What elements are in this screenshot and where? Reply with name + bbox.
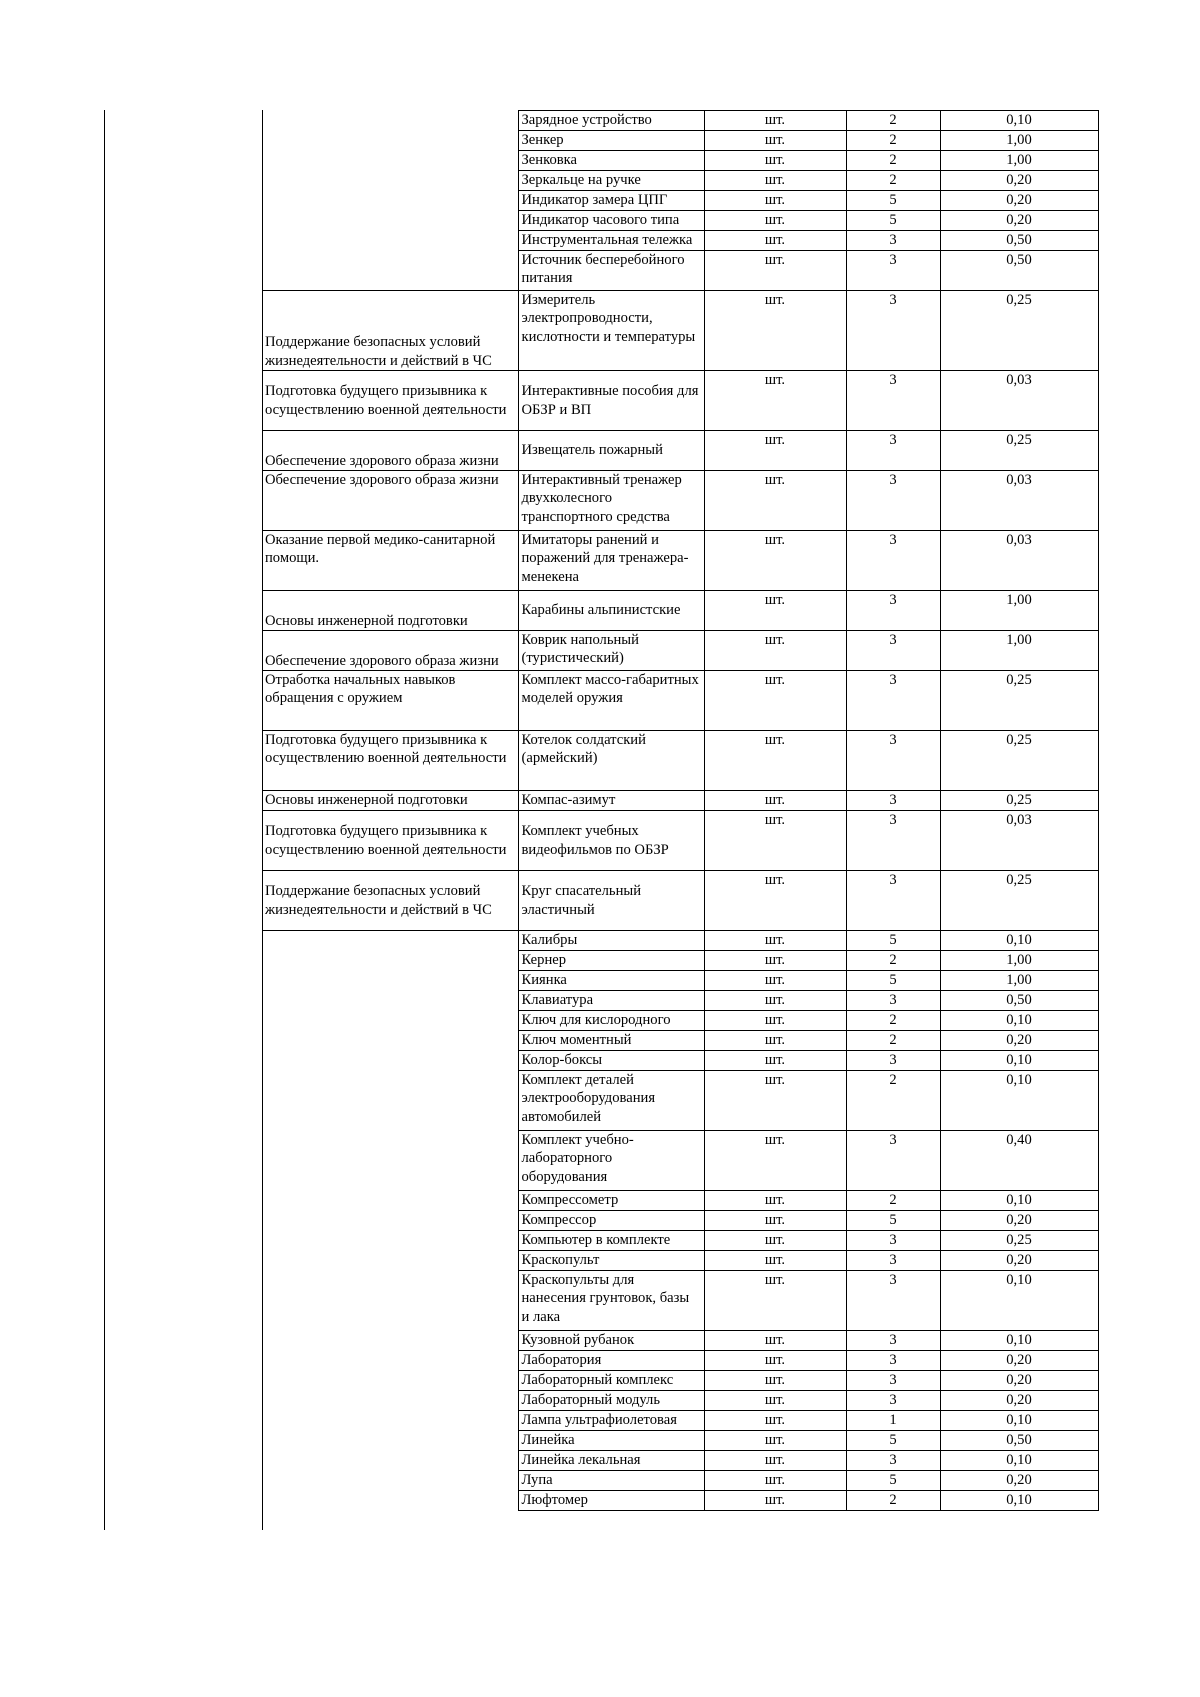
unit-cell: шт. <box>704 671 846 731</box>
section-cell <box>262 1251 518 1271</box>
section-cell <box>262 1451 518 1471</box>
table-row <box>262 111 1098 131</box>
section-cell <box>262 151 518 171</box>
unit-cell: шт. <box>704 291 846 371</box>
section-cell <box>262 1271 518 1331</box>
section-cell <box>262 1211 518 1231</box>
quantity-cell: 3 <box>846 1451 940 1471</box>
quantity-cell: 3 <box>846 1051 940 1071</box>
item-name-cell: Комплект деталей электрооборудования автомобилей <box>518 1071 704 1131</box>
section-cell <box>262 1491 518 1511</box>
item-name-cell: Лабораторный модуль <box>518 1391 704 1411</box>
quantity-cell: 5 <box>846 1431 940 1451</box>
unit-cell: шт. <box>704 1371 846 1391</box>
section-cell <box>262 251 518 291</box>
item-name-cell: Зенкер <box>518 131 704 151</box>
table-row <box>262 471 1098 531</box>
quantity-cell: 1 <box>846 1411 940 1431</box>
section-cell: Обеспечение здорового образа жизни <box>262 631 518 671</box>
item-name-cell: Киянка <box>518 971 704 991</box>
quantity-cell: 3 <box>846 811 940 871</box>
item-name-cell: Калибры <box>518 931 704 951</box>
quantity-cell: 3 <box>846 1251 940 1271</box>
item-name-cell: Инструментальная тележка <box>518 231 704 251</box>
unit-cell: шт. <box>704 791 846 811</box>
table-row <box>262 231 1098 251</box>
coefficient-cell: 0,10 <box>940 1051 1098 1071</box>
table-row <box>262 951 1098 971</box>
quantity-cell: 3 <box>846 231 940 251</box>
equipment-table <box>262 110 1099 1511</box>
item-name-cell: Компрессор <box>518 1211 704 1231</box>
quantity-cell: 3 <box>846 791 940 811</box>
quantity-cell: 3 <box>846 371 940 431</box>
section-cell <box>262 951 518 971</box>
quantity-cell: 3 <box>846 1351 940 1371</box>
unit-cell: шт. <box>704 1031 846 1051</box>
section-cell <box>262 1331 518 1351</box>
table-row <box>262 211 1098 231</box>
coefficient-cell: 0,50 <box>940 231 1098 251</box>
table-row <box>262 1231 1098 1251</box>
section-cell: Поддержание безопасных условий жизнедеятельности и действий в ЧС <box>262 291 518 371</box>
coefficient-cell: 0,25 <box>940 291 1098 371</box>
coefficient-cell: 0,10 <box>940 1191 1098 1211</box>
item-name-cell: Измеритель электропроводности, кислотности и температуры <box>518 291 704 371</box>
unit-cell: шт. <box>704 931 846 951</box>
coefficient-cell: 0,20 <box>940 1371 1098 1391</box>
quantity-cell: 5 <box>846 931 940 951</box>
coefficient-cell: 0,20 <box>940 1471 1098 1491</box>
coefficient-cell: 0,20 <box>940 1391 1098 1411</box>
unit-cell: шт. <box>704 151 846 171</box>
item-name-cell: Интерактивные пособия для ОБЗР и ВП <box>518 371 704 431</box>
coefficient-cell: 0,20 <box>940 1211 1098 1231</box>
coefficient-cell: 0,25 <box>940 791 1098 811</box>
coefficient-cell: 0,50 <box>940 1431 1098 1451</box>
table-row <box>262 791 1098 811</box>
quantity-cell: 5 <box>846 211 940 231</box>
quantity-cell: 5 <box>846 1471 940 1491</box>
quantity-cell: 3 <box>846 871 940 931</box>
quantity-cell: 2 <box>846 1491 940 1511</box>
table-row <box>262 631 1098 671</box>
unit-cell: шт. <box>704 171 846 191</box>
item-name-cell: Источник бесперебойного питания <box>518 251 704 291</box>
coefficient-cell: 0,10 <box>940 1331 1098 1351</box>
unit-cell: шт. <box>704 591 846 631</box>
coefficient-cell: 0,20 <box>940 171 1098 191</box>
coefficient-cell: 0,10 <box>940 931 1098 951</box>
item-name-cell: Круг спасательный эластичный <box>518 871 704 931</box>
section-cell <box>262 1391 518 1411</box>
coefficient-cell: 1,00 <box>940 951 1098 971</box>
coefficient-cell: 0,03 <box>940 531 1098 591</box>
unit-cell: шт. <box>704 971 846 991</box>
quantity-cell: 2 <box>846 1031 940 1051</box>
section-cell: Оказание первой медико-санитарной помощи. <box>262 531 518 591</box>
quantity-cell: 2 <box>846 111 940 131</box>
quantity-cell: 3 <box>846 471 940 531</box>
coefficient-cell: 0,10 <box>940 1411 1098 1431</box>
table-row <box>262 431 1098 471</box>
section-cell: Обеспечение здорового образа жизни <box>262 431 518 471</box>
item-name-cell: Компьютер в комплекте <box>518 1231 704 1251</box>
table-row <box>262 1191 1098 1211</box>
coefficient-cell: 0,20 <box>940 1251 1098 1271</box>
section-cell <box>262 1011 518 1031</box>
unit-cell: шт. <box>704 1431 846 1451</box>
section-cell <box>262 991 518 1011</box>
coefficient-cell: 1,00 <box>940 631 1098 671</box>
table-row <box>262 1031 1098 1051</box>
section-cell <box>262 1131 518 1191</box>
item-name-cell: Зенковка <box>518 151 704 171</box>
table-row <box>262 131 1098 151</box>
item-name-cell: Комплект массо-габаритных моделей оружия <box>518 671 704 731</box>
item-name-cell: Индикатор замера ЦПГ <box>518 191 704 211</box>
item-name-cell: Клавиатура <box>518 991 704 1011</box>
coefficient-cell: 0,20 <box>940 1351 1098 1371</box>
quantity-cell: 3 <box>846 631 940 671</box>
section-cell <box>262 1431 518 1451</box>
table-row <box>262 971 1098 991</box>
section-cell <box>262 1351 518 1371</box>
item-name-cell: Ключ моментный <box>518 1031 704 1051</box>
table-row <box>262 1411 1098 1431</box>
equipment-table-body <box>262 111 1098 1511</box>
table-row <box>262 1451 1098 1471</box>
quantity-cell: 5 <box>846 191 940 211</box>
coefficient-cell: 0,25 <box>940 671 1098 731</box>
quantity-cell: 3 <box>846 251 940 291</box>
coefficient-cell: 0,25 <box>940 871 1098 931</box>
table-row <box>262 1271 1098 1331</box>
section-cell <box>262 931 518 951</box>
table-row <box>262 291 1098 371</box>
table-row <box>262 371 1098 431</box>
quantity-cell: 3 <box>846 671 940 731</box>
unit-cell: шт. <box>704 531 846 591</box>
unit-cell: шт. <box>704 871 846 931</box>
left-border-line <box>104 110 105 1530</box>
quantity-cell: 3 <box>846 1391 940 1411</box>
unit-cell: шт. <box>704 1271 846 1331</box>
section-cell <box>262 1371 518 1391</box>
quantity-cell: 3 <box>846 1131 940 1191</box>
coefficient-cell: 0,10 <box>940 1451 1098 1471</box>
quantity-cell: 3 <box>846 531 940 591</box>
table-row <box>262 251 1098 291</box>
item-name-cell: Краскопульты для нанесения грунтовок, базы и лака <box>518 1271 704 1331</box>
section-cell <box>262 111 518 131</box>
quantity-cell: 3 <box>846 991 940 1011</box>
item-name-cell: Коврик напольный (туристический) <box>518 631 704 671</box>
item-name-cell: Лаборатория <box>518 1351 704 1371</box>
section-cell <box>262 1051 518 1071</box>
section-cell: Поддержание безопасных условий жизнедеятельности и действий в ЧС <box>262 871 518 931</box>
item-name-cell: Зеркальце на ручке <box>518 171 704 191</box>
quantity-cell: 2 <box>846 951 940 971</box>
unit-cell: шт. <box>704 731 846 791</box>
unit-cell: шт. <box>704 1351 846 1371</box>
coefficient-cell: 0,50 <box>940 991 1098 1011</box>
coefficient-cell: 0,10 <box>940 1071 1098 1131</box>
table-row <box>262 1371 1098 1391</box>
table-row <box>262 1431 1098 1451</box>
quantity-cell: 3 <box>846 291 940 371</box>
unit-cell: шт. <box>704 231 846 251</box>
unit-cell: шт. <box>704 1011 846 1031</box>
coefficient-cell: 1,00 <box>940 591 1098 631</box>
item-name-cell: Кузовной рубанок <box>518 1331 704 1351</box>
item-name-cell: Котелок солдатский (армейский) <box>518 731 704 791</box>
unit-cell: шт. <box>704 1251 846 1271</box>
table-row <box>262 191 1098 211</box>
item-name-cell: Ключ для кислородного <box>518 1011 704 1031</box>
coefficient-cell: 0,20 <box>940 1031 1098 1051</box>
table-row <box>262 1391 1098 1411</box>
unit-cell: шт. <box>704 1491 846 1511</box>
section-cell: Отработка начальных навыков обращения с оружием <box>262 671 518 731</box>
unit-cell: шт. <box>704 811 846 871</box>
item-name-cell: Имитаторы ранений и поражений для тренажера-менекена <box>518 531 704 591</box>
coefficient-cell: 0,10 <box>940 1491 1098 1511</box>
quantity-cell: 3 <box>846 1371 940 1391</box>
item-name-cell: Карабины альпинистские <box>518 591 704 631</box>
item-name-cell: Зарядное устройство <box>518 111 704 131</box>
coefficient-cell: 1,00 <box>940 151 1098 171</box>
section-cell: Основы инженерной подготовки <box>262 591 518 631</box>
section-cell <box>262 131 518 151</box>
coefficient-cell: 0,50 <box>940 251 1098 291</box>
table-row <box>262 1011 1098 1031</box>
table-row <box>262 811 1098 871</box>
coefficient-cell: 1,00 <box>940 131 1098 151</box>
section-cell <box>262 231 518 251</box>
section-cell: Основы инженерной подготовки <box>262 791 518 811</box>
item-name-cell: Люфтомер <box>518 1491 704 1511</box>
table-row <box>262 1331 1098 1351</box>
coefficient-cell: 0,10 <box>940 1271 1098 1331</box>
coefficient-cell: 0,03 <box>940 471 1098 531</box>
unit-cell: шт. <box>704 631 846 671</box>
item-name-cell: Компрессометр <box>518 1191 704 1211</box>
table-row <box>262 671 1098 731</box>
unit-cell: шт. <box>704 1411 846 1431</box>
item-name-cell: Индикатор часового типа <box>518 211 704 231</box>
coefficient-cell: 0,03 <box>940 371 1098 431</box>
section-cell: Подготовка будущего призывника к осуществлению военной деятельности <box>262 811 518 871</box>
quantity-cell: 3 <box>846 1271 940 1331</box>
table-row <box>262 1491 1098 1511</box>
unit-cell: шт. <box>704 1391 846 1411</box>
section-cell: Подготовка будущего призывника к осуществлению военной деятельности <box>262 731 518 791</box>
coefficient-cell: 0,20 <box>940 211 1098 231</box>
section-cell <box>262 971 518 991</box>
unit-cell: шт. <box>704 191 846 211</box>
table-row <box>262 1211 1098 1231</box>
quantity-cell: 2 <box>846 1011 940 1031</box>
quantity-cell: 5 <box>846 1211 940 1231</box>
quantity-cell: 2 <box>846 171 940 191</box>
item-name-cell: Краскопульт <box>518 1251 704 1271</box>
item-name-cell: Лабораторный комплекс <box>518 1371 704 1391</box>
table-row <box>262 1251 1098 1271</box>
quantity-cell: 2 <box>846 151 940 171</box>
item-name-cell: Комплект учебно-лабораторного оборудования <box>518 1131 704 1191</box>
section-cell <box>262 1031 518 1051</box>
section-cell: Подготовка будущего призывника к осуществлению военной деятельности <box>262 371 518 431</box>
table-row <box>262 731 1098 791</box>
quantity-cell: 3 <box>846 591 940 631</box>
unit-cell: шт. <box>704 1451 846 1471</box>
unit-cell: шт. <box>704 111 846 131</box>
table-row <box>262 1131 1098 1191</box>
unit-cell: шт. <box>704 131 846 151</box>
section-cell <box>262 191 518 211</box>
coefficient-cell: 0,10 <box>940 111 1098 131</box>
unit-cell: шт. <box>704 1191 846 1211</box>
item-name-cell: Интерактивный тренажер двухколесного транспортного средства <box>518 471 704 531</box>
unit-cell: шт. <box>704 251 846 291</box>
section-cell <box>262 1071 518 1131</box>
item-name-cell: Лупа <box>518 1471 704 1491</box>
coefficient-cell: 0,20 <box>940 191 1098 211</box>
item-name-cell: Извещатель пожарный <box>518 431 704 471</box>
section-cell <box>262 1191 518 1211</box>
coefficient-cell: 0,25 <box>940 731 1098 791</box>
table-row <box>262 991 1098 1011</box>
quantity-cell: 2 <box>846 131 940 151</box>
section-cell <box>262 171 518 191</box>
unit-cell: шт. <box>704 1471 846 1491</box>
unit-cell: шт. <box>704 211 846 231</box>
table-row <box>262 871 1098 931</box>
item-name-cell: Лампа ультрафиолетовая <box>518 1411 704 1431</box>
section-cell <box>262 211 518 231</box>
table-row <box>262 931 1098 951</box>
table-row <box>262 1471 1098 1491</box>
item-name-cell: Кернер <box>518 951 704 971</box>
coefficient-cell: 0,25 <box>940 431 1098 471</box>
coefficient-cell: 0,40 <box>940 1131 1098 1191</box>
quantity-cell: 3 <box>846 1231 940 1251</box>
item-name-cell: Компас-азимут <box>518 791 704 811</box>
quantity-cell: 3 <box>846 431 940 471</box>
quantity-cell: 3 <box>846 1331 940 1351</box>
unit-cell: шт. <box>704 431 846 471</box>
item-name-cell: Линейка <box>518 1431 704 1451</box>
table-row <box>262 1351 1098 1371</box>
unit-cell: шт. <box>704 951 846 971</box>
unit-cell: шт. <box>704 371 846 431</box>
item-name-cell: Колор-боксы <box>518 1051 704 1071</box>
coefficient-cell: 0,25 <box>940 1231 1098 1251</box>
table-row <box>262 151 1098 171</box>
table-row <box>262 1051 1098 1071</box>
unit-cell: шт. <box>704 1131 846 1191</box>
table-row <box>262 171 1098 191</box>
table-row <box>262 531 1098 591</box>
quantity-cell: 2 <box>846 1071 940 1131</box>
quantity-cell: 2 <box>846 1191 940 1211</box>
section-cell <box>262 1231 518 1251</box>
section-cell <box>262 1471 518 1491</box>
unit-cell: шт. <box>704 1331 846 1351</box>
unit-cell: шт. <box>704 1211 846 1231</box>
section-cell: Обеспечение здорового образа жизни <box>262 471 518 531</box>
coefficient-cell: 1,00 <box>940 971 1098 991</box>
unit-cell: шт. <box>704 1051 846 1071</box>
unit-cell: шт. <box>704 471 846 531</box>
unit-cell: шт. <box>704 991 846 1011</box>
table-row <box>262 591 1098 631</box>
unit-cell: шт. <box>704 1071 846 1131</box>
quantity-cell: 5 <box>846 971 940 991</box>
quantity-cell: 3 <box>846 731 940 791</box>
coefficient-cell: 0,10 <box>940 1011 1098 1031</box>
table-row <box>262 1071 1098 1131</box>
unit-cell: шт. <box>704 1231 846 1251</box>
coefficient-cell: 0,03 <box>940 811 1098 871</box>
item-name-cell: Комплект учебных видеофильмов по ОБЗР <box>518 811 704 871</box>
item-name-cell: Линейка лекальная <box>518 1451 704 1471</box>
section-cell <box>262 1411 518 1431</box>
